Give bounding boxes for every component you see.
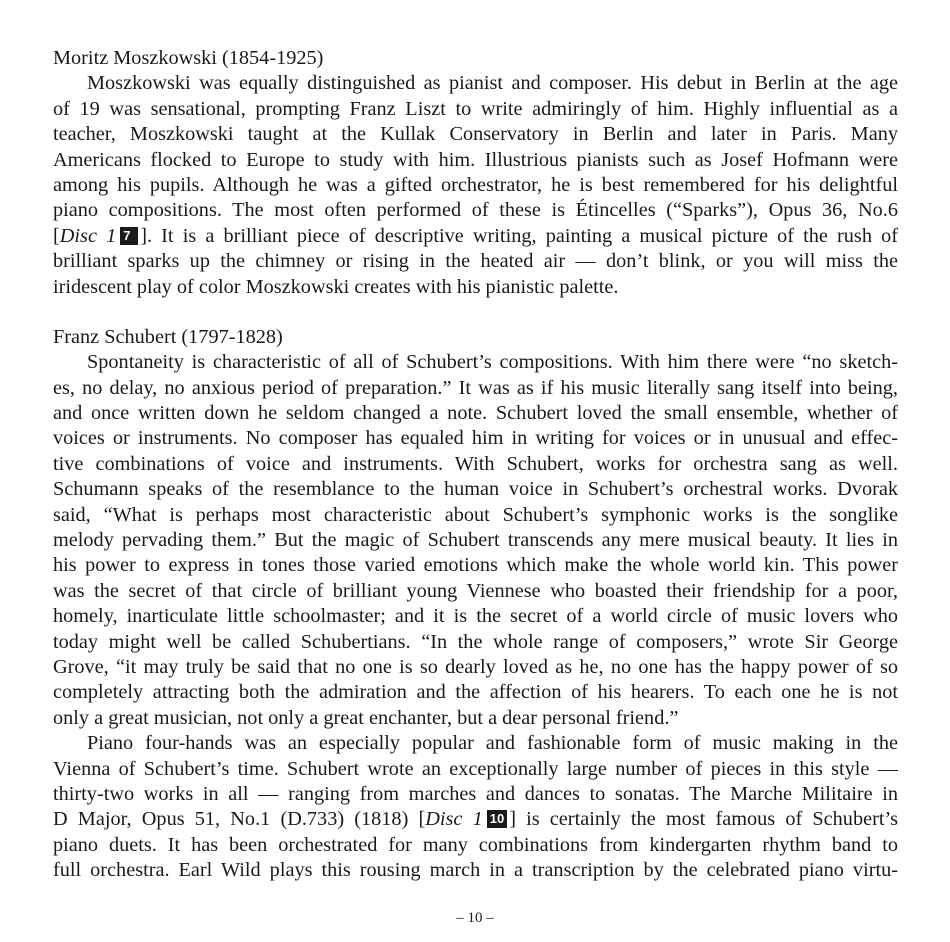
- text-line: melody pervading them.” But the magic of Schubert transcends any mere musical beauty. It lies in: [53, 529, 898, 552]
- section-heading-schubert: Franz Schubert (1797-1828): [53, 325, 283, 348]
- text-line-disc-reference: [53, 224, 898, 249]
- text-line: full orchestra. Earl Wild plays this rousing march in a transcription by the celebrated piano virtu-: [53, 859, 898, 882]
- text-line: was the secret of that circle of brilliant young Viennese who boasted their friendship for a poor,: [53, 579, 898, 602]
- text-line: es, no delay, no anxious period of preparation.” It was as if his music literally sang itself into being,: [53, 376, 898, 399]
- document-page: [53, 46, 898, 884]
- text-line: Piano four-hands was an especially popular and fashionable form of music making in the: [87, 732, 898, 755]
- disc-line-rest: ]. It is a brilliant piece of descriptive writing, painting a musical picture of the rush of: [140, 224, 898, 247]
- text-line: tive combinations of voice and instruments. With Schubert, works for orchestra sang as well.: [53, 452, 898, 475]
- text-line: iridescent play of color Moszkowski creates with his pianistic palette.: [53, 275, 619, 298]
- text-line: piano duets. It has been orchestrated for many combinations from kindergarten rhythm band to: [53, 833, 898, 856]
- text-line: among his pupils. Although he was a gifted orchestrator, he is best remembered for his delightful: [53, 173, 898, 196]
- text-line: homely, inarticulate little schoolmaster; and it is the secret of a world circle of music lovers who: [53, 605, 898, 628]
- text-line-disc-reference: [53, 807, 898, 832]
- text-line: of 19 was sensational, prompting Franz Liszt to write admiringly of him. Highly influential as a: [53, 97, 898, 120]
- text-line: Grove, “it may truly be said that no one is so dearly loved as he, no one has the happy power of so: [53, 655, 898, 678]
- track-number-badge: 7: [120, 227, 138, 245]
- text-line: today might well be called Schubertians. “In the whole range of composers,” wrote Sir George: [53, 630, 898, 653]
- text-line: Moszkowski was equally distinguished as pianist and composer. His debut in Berlin at the age: [87, 72, 898, 95]
- text-line: voices or instruments. No composer has equaled him in writing for voices or in unusual and effec-: [53, 427, 898, 450]
- text-line: and once written down he seldom changed a note. Schubert loved the small ensemble, whether of: [53, 402, 898, 425]
- text-line: teacher, Moszkowski taught at the Kullak Conservatory in Berlin and later in Paris. Many: [53, 123, 898, 146]
- text-line: piano compositions. The most often performed of these is Étincelles (“Sparks”), Opus 36, No.6: [53, 199, 898, 222]
- text-line: Vienna of Schubert’s time. Schubert wrote an exceptionally large number of pieces in this style —: [53, 757, 898, 780]
- track-number-badge: 10: [487, 810, 507, 828]
- text-line: Spontaneity is characteristic of all of Schubert’s compositions. With him there were “no sketch-: [87, 351, 898, 374]
- text-line: thirty-two works in all — ranging from marches and dances to sonatas. The Marche Militaire in: [53, 782, 898, 805]
- text-line: Americans flocked to Europe to study with him. Illustrious pianists such as Josef Hofmann were: [53, 148, 898, 171]
- text-line: only a great musician, not only a great enchanter, but a dear personal friend.”: [53, 706, 679, 729]
- text-line: his power to express in tones those varied emotions which make the whole world kin. This power: [53, 554, 898, 577]
- disc-line-rest: ] is certainly the most famous of Schubert’s: [509, 808, 898, 831]
- text-line: Schumann speaks of the resemblance to the human voice in Schubert’s orchestral works. Dvorak: [53, 478, 898, 501]
- disc-label: Disc 1: [59, 224, 117, 247]
- section-heading-moszkowski: Moritz Moszkowski (1854-1925): [53, 47, 324, 69]
- text-line: said, “What is perhaps most characteristic about Schubert’s symphonic works is the songlike: [53, 503, 898, 526]
- bracket-open: [: [53, 224, 60, 247]
- disc-label: Disc 1: [425, 808, 483, 831]
- page-number: – 10 –: [456, 910, 494, 926]
- text-line: brilliant sparks up the chimney or rising in the heated air — don’t blink, or you will miss the: [53, 250, 898, 273]
- text-line: completely attracting both the admiration and the affection of his hearers. To each one he is not: [53, 681, 898, 704]
- disc-line-start: D Major, Opus 51, No.1 (D.733) (1818) [: [53, 808, 426, 831]
